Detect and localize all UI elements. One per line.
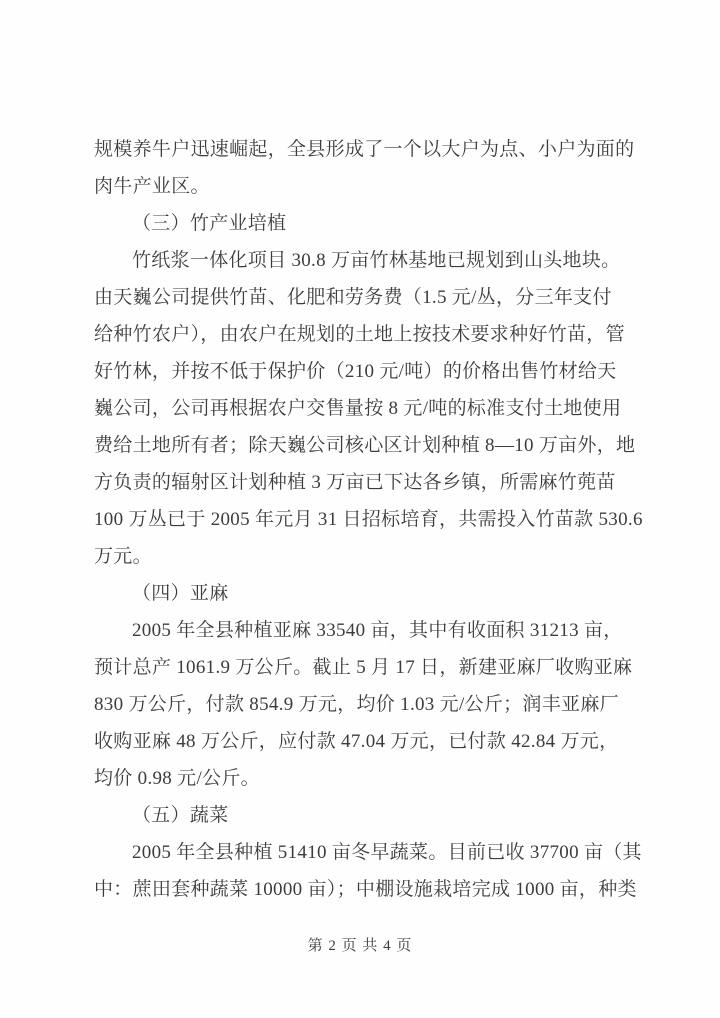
- text-line: 费给土地所有者；除天巍公司核心区计划种植 8—10 万亩外，地: [94, 435, 636, 456]
- section-heading-3: （三）竹产业培植: [132, 213, 287, 234]
- text-line: 肉牛产业区。: [94, 176, 210, 197]
- text-line: 100 万丛已于 2005 年元月 31 日招标培育，共需投入竹苗款 530.6: [94, 509, 643, 530]
- text-line: 2005 年全县种植亚麻 33540 亩，其中有收面积 31213 亩，: [132, 620, 623, 641]
- document-body: [94, 131, 643, 908]
- text-line: 收购亚麻 48 万公斤，应付款 47.04 万元，已付款 42.84 万元，: [94, 731, 619, 752]
- text-line: 给种竹农户），由农户在规划的土地上按技术要求种好竹苗，管: [94, 324, 625, 345]
- page-footer: 第 2 页 共 4 页: [307, 938, 413, 954]
- text-line: 2005 年全县种植 51410 亩冬早蔬菜。目前已收 37700 亩（其: [132, 842, 642, 863]
- text-line: 830 万公斤，付款 854.9 万元，均价 1.03 元/公斤；润丰亚麻厂: [94, 694, 619, 715]
- text-line: 万元。: [94, 546, 152, 567]
- text-line: 预计总产 1061.9 万公斤。截止 5 月 17 日，新建亚麻厂收购亚麻: [94, 657, 633, 678]
- text-line: 方负责的辐射区计划种植 3 万亩已下达各乡镇，所需麻竹蔸苗: [94, 472, 616, 493]
- section-heading-4: （四）亚麻: [132, 583, 229, 604]
- text-line: 巍公司，公司再根据农户交售量按 8 元/吨的标准支付土地使用: [94, 398, 622, 419]
- text-line: 中：蔗田套种蔬菜 10000 亩）；中棚设施栽培完成 1000 亩，种类: [94, 879, 637, 900]
- text-line: 竹纸浆一体化项目 30.8 万亩竹林基地已规划到山头地块。: [132, 250, 621, 271]
- text-line: 由天巍公司提供竹苗、化肥和劳务费（1.5 元/丛，分三年支付: [94, 287, 612, 308]
- text-line: 均价 0.98 元/公斤。: [94, 768, 260, 789]
- section-heading-5: （五）蔬菜: [132, 805, 229, 826]
- text-line: 好竹林，并按不低于保护价（210 元/吨）的价格出售竹材给天: [94, 361, 617, 382]
- text-line: 规模养牛户迅速崛起，全县形成了一个以大户为点、小户为面的: [94, 139, 635, 160]
